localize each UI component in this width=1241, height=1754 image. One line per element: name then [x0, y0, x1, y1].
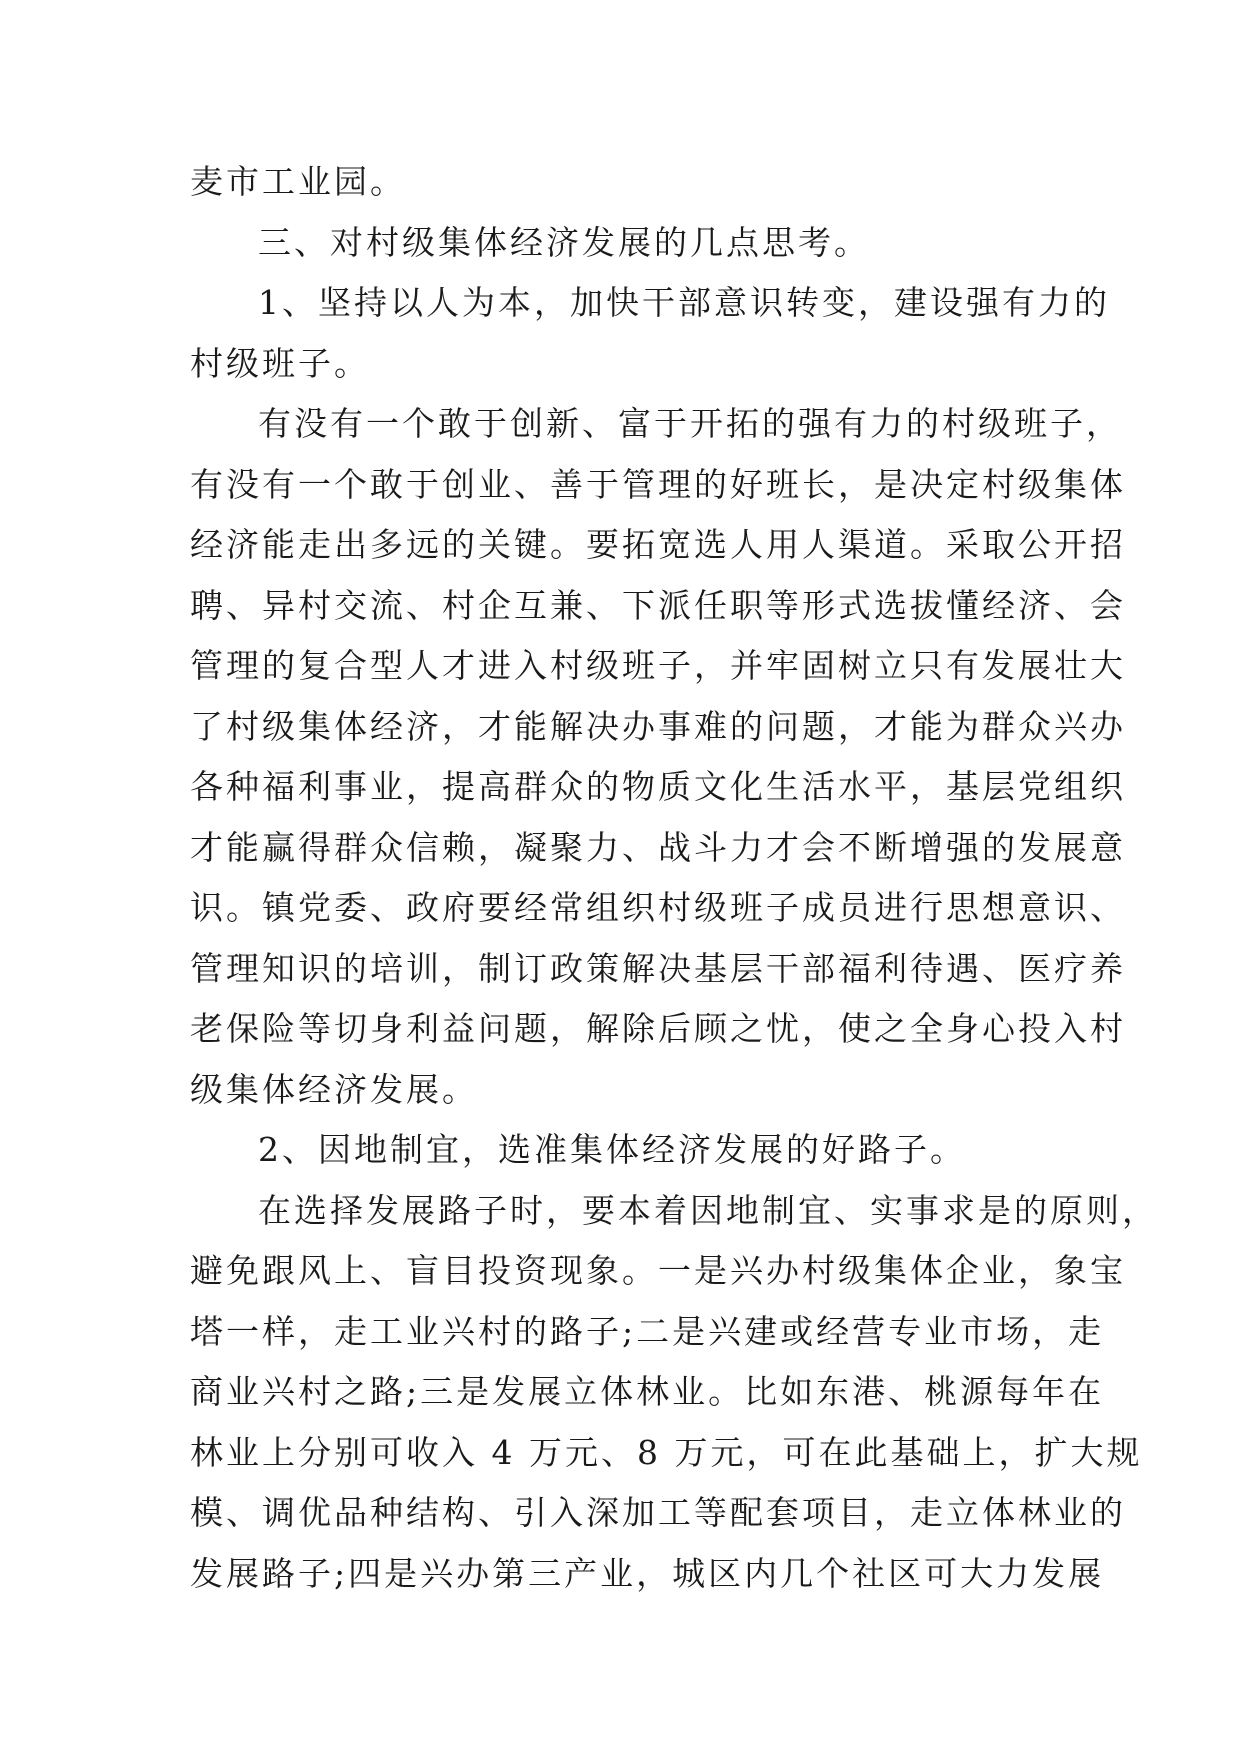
text-line: 各种福利事业，提高群众的物质文化生活水平，基层党组织: [190, 767, 1126, 806]
text-line: 2、因地制宜，选准集体经济发展的好路子。: [258, 1130, 966, 1169]
text-line: 模、调优品种结构、引入深加工等配套项目，走立体林业的: [190, 1493, 1126, 1532]
text-line: 经济能走出多远的关键。要拓宽选人用人渠道。采取公开招: [190, 525, 1126, 564]
text-line: 村级班子。: [190, 343, 370, 383]
text-line: 塔一样，走工业兴村的路子;二是兴建或经营专业市场，走: [190, 1311, 1105, 1351]
text-line: 有没有一个敢于创业、善于管理的好班长，是决定村级集体: [190, 464, 1126, 504]
text-line: 管理知识的培训，制订政策解决基层干部福利待遇、医疗养: [190, 948, 1126, 988]
text-line: 聘、异村交流、村企互兼、下派任职等形式选拔懂经济、会: [190, 585, 1126, 625]
text-line: 在选择发展路子时，要本着因地制宜、实事求是的原则，: [258, 1190, 1158, 1230]
text-line: 有没有一个敢于创新、富于开拓的强有力的村级班子，: [258, 404, 1122, 443]
text-line: 避免跟风上、盲目投资现象。一是兴办村级集体企业，象宝: [190, 1251, 1126, 1290]
document-body: [190, 152, 1158, 1604]
text-line: 识。镇党委、政府要经常组织村级班子成员进行思想意识、: [190, 888, 1126, 927]
text-line: 级集体经济发展。: [190, 1069, 478, 1109]
text-line: 麦市工业园。: [190, 162, 406, 201]
text-line: 了村级集体经济，才能解决办事难的问题，才能为群众兴办: [190, 706, 1126, 746]
text-line: 林业上分别可收入 4 万元、8 万元，可在此基础上，扩大规: [190, 1432, 1143, 1472]
text-line: 才能赢得群众信赖，凝聚力、战斗力才会不断增强的发展意: [190, 827, 1126, 867]
text-line: 三、对村级集体经济发展的几点思考。: [258, 222, 870, 262]
text-line: 管理的复合型人才进入村级班子，并牢固树立只有发展壮大: [190, 646, 1126, 685]
text-line: 老保险等切身利益问题，解除后顾之忧，使之全身心投入村: [190, 1009, 1126, 1048]
text-line: 发展路子;四是兴办第三产业，城区内几个社区可大力发展: [190, 1553, 1105, 1593]
text-line: 商业兴村之路;三是发展立体林业。比如东港、桃源每年在: [190, 1372, 1105, 1411]
text-line: 1、坚持以人为本，加快干部意识转变，建设强有力的: [258, 283, 1110, 322]
